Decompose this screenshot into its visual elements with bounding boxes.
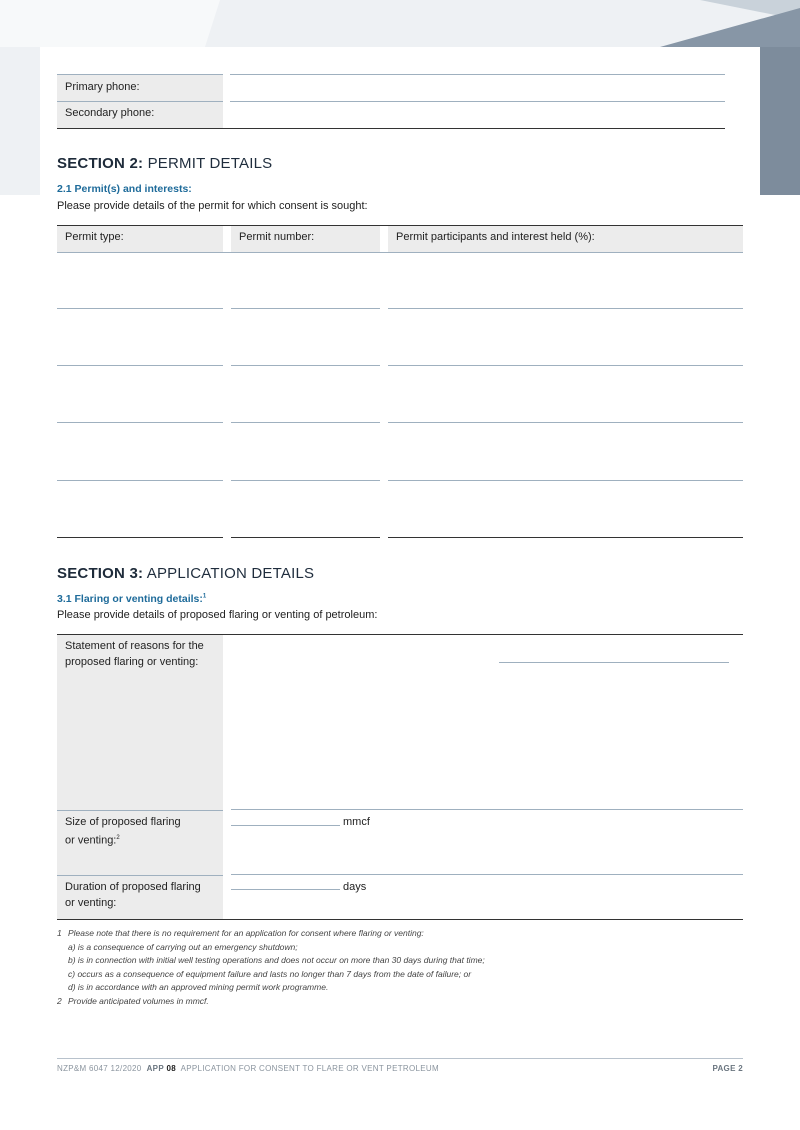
size-input-line[interactable] bbox=[231, 825, 340, 826]
footer-doc-title: APPLICATION FOR CONSENT TO FLARE OR VENT PETROLEUM bbox=[180, 1064, 439, 1073]
flaring-instruction: Please provide details of proposed flaring or venting of petroleum: bbox=[57, 609, 378, 621]
footnote-2-number: 2 bbox=[57, 995, 62, 1006]
reasons-field[interactable] bbox=[231, 809, 743, 810]
footnote-1a: a) is a consequence of carrying out an emergency shutdown; bbox=[68, 941, 298, 952]
permit-row-4-number[interactable] bbox=[231, 480, 380, 481]
permit-row-3-participants[interactable] bbox=[388, 422, 743, 423]
primary-phone-field[interactable] bbox=[230, 74, 725, 75]
permit-row-4-type[interactable] bbox=[57, 480, 223, 481]
footer-ref: NZP&M 6047 12/2020 bbox=[57, 1064, 142, 1073]
permit-row-3-type[interactable] bbox=[57, 422, 223, 423]
permit-row-2-type[interactable] bbox=[57, 365, 223, 366]
column-permit-participants: Permit participants and interest held (%): bbox=[396, 231, 595, 243]
permit-row-3-number[interactable] bbox=[231, 422, 380, 423]
size-unit: mmcf bbox=[343, 816, 370, 828]
duration-unit: days bbox=[343, 881, 367, 893]
duration-label: Duration of proposed flaring or venting: bbox=[65, 881, 201, 909]
column-permit-number: Permit number: bbox=[239, 231, 315, 243]
size-label: Size of proposed flaring or venting:$^2$ bbox=[65, 816, 181, 847]
permit-row-2-number[interactable] bbox=[231, 365, 380, 366]
section-3-title: SECTION 3: APPLICATION DETAILS bbox=[57, 565, 315, 582]
footnote-1d: d) is in accordance with an approved mining permit work programme. bbox=[68, 982, 329, 992]
permit-row-4-participants[interactable] bbox=[388, 480, 743, 481]
permit-row-1-participants[interactable] bbox=[388, 308, 743, 309]
section-2-title: SECTION 2: PERMIT DETAILS bbox=[57, 155, 273, 172]
secondary-phone-field[interactable] bbox=[230, 101, 725, 102]
permit-row-2-participants[interactable] bbox=[388, 365, 743, 366]
secondary-phone-label: Secondary phone: bbox=[65, 107, 155, 119]
permit-row-5-number[interactable] bbox=[231, 537, 380, 538]
footnote-1-number: 1 bbox=[57, 928, 62, 938]
footnote-1b: b) is in connection with initial well testing operations and does not occur on more than 30 days during that time; bbox=[68, 955, 485, 965]
permit-row-1-number[interactable] bbox=[231, 308, 380, 309]
footer-app-number: 08 bbox=[166, 1064, 176, 1073]
column-permit-type: Permit type: bbox=[65, 231, 124, 243]
footnote-1-text: Please note that there is no requirement for an application for consent where flaring or venting: bbox=[68, 928, 424, 938]
permit-interests-heading: 2.1 Permit(s) and interests: bbox=[57, 183, 192, 195]
footer-app-prefix: APP bbox=[146, 1064, 164, 1073]
permit-row-5-participants[interactable] bbox=[388, 537, 743, 538]
footnote-1c: c) occurs as a consequence of equipment failure and lasts no longer than 7 days from the date of failure; or bbox=[68, 968, 472, 979]
reasons-field-line[interactable] bbox=[499, 662, 729, 663]
primary-phone-label: Primary phone: bbox=[65, 81, 140, 93]
page-footer bbox=[57, 1064, 439, 1073]
page-number: PAGE 2 bbox=[712, 1064, 743, 1073]
footnote-2-text: Provide anticipated volumes in mmcf. bbox=[68, 995, 209, 1006]
permit-instruction: Please provide details of the permit for which consent is sought: bbox=[57, 200, 368, 212]
form-page bbox=[40, 47, 760, 1130]
duration-input-line[interactable] bbox=[231, 889, 340, 890]
reasons-label: Statement of reasons for the proposed flaring or venting: bbox=[65, 640, 204, 668]
footnotes bbox=[57, 927, 743, 1008]
permit-row-5-type[interactable] bbox=[57, 537, 223, 538]
permit-row-1-type[interactable] bbox=[57, 308, 223, 309]
flaring-venting-heading: 3.1 Flaring or venting details:$^1$ bbox=[57, 593, 207, 605]
